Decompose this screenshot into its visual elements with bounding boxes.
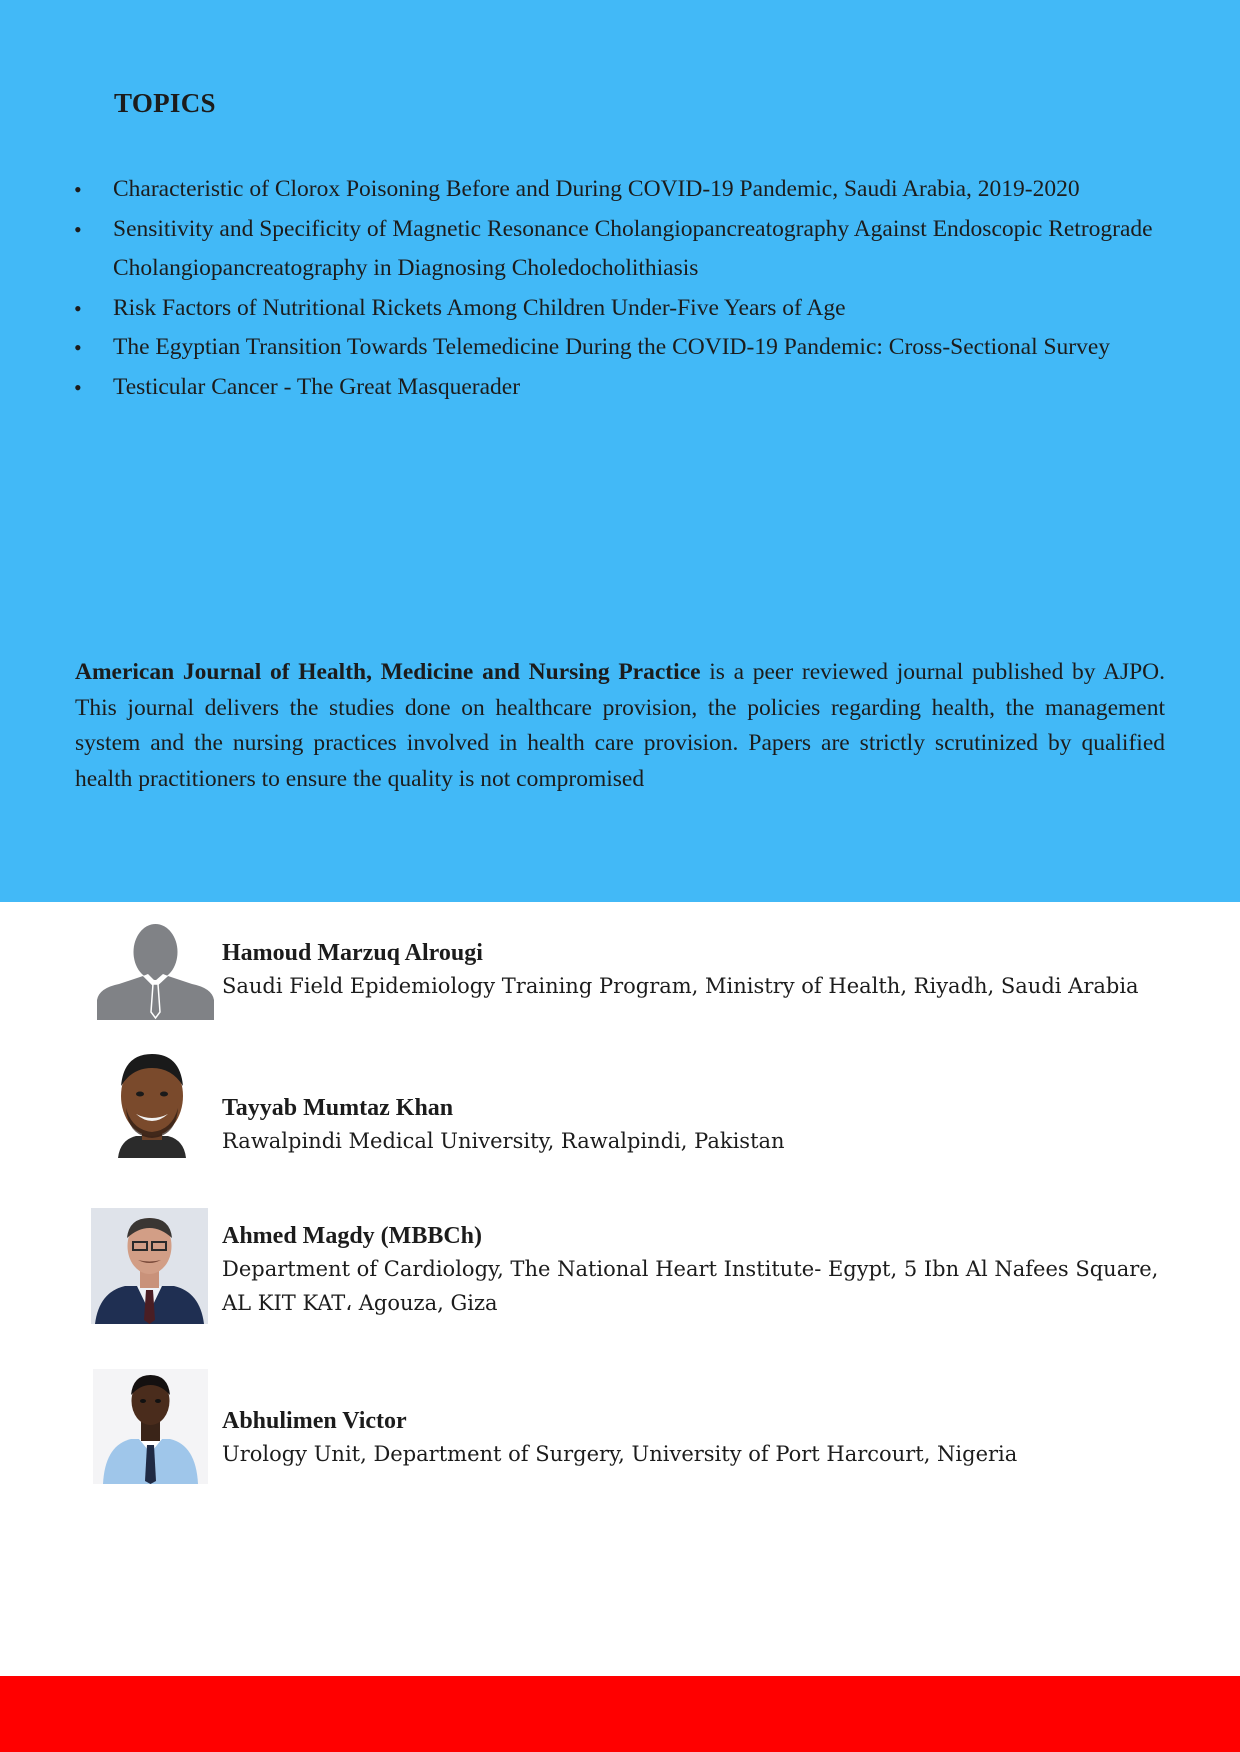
author-name: Abhulimen Victor: [222, 1408, 407, 1434]
topic-text: The Egyptian Transition Towards Telemedicine During the COVID-19 Pandemic: Cross-Sectional Survey: [113, 334, 1111, 360]
author-info: [222, 1220, 1182, 1320]
author-affiliation: Department of Cardiology, The National Heart Institute- Egypt, 5 Ibn Al Nafees Square, AL KIT KAT، Agouza, Giza: [222, 1257, 1159, 1315]
topics-list: [74, 170, 1184, 407]
author-name: Ahmed Magdy (MBBCh): [222, 1223, 483, 1249]
author-affiliation: Rawalpindi Medical University, Rawalpindi, Pakistan: [222, 1129, 785, 1153]
author-info: [222, 1405, 1182, 1472]
topic-text: Characteristic of Clorox Poisoning Before and During COVID-19 Pandemic, Saudi Arabia, 2019-2020: [113, 176, 1080, 202]
topic-text: Risk Factors of Nutritional Rickets Among Children Under-Five Years of Age: [113, 294, 846, 321]
author-photo: [112, 1052, 192, 1158]
topics-heading: TOPICS: [114, 88, 216, 118]
journal-description-text: is a peer reviewed journal published by AJPO. This journal delivers the studies done on healthcare provision, the policies regarding health, the management system and the nursing practices involved in health care provision. Papers are strictly scrutinized by qualified health practitioners to ensure the quality is not compromised: [75, 659, 1165, 792]
author-info: [222, 1092, 1182, 1159]
topic-item: [74, 210, 1184, 289]
author-photo: [91, 1208, 208, 1324]
journal-description: [75, 655, 1165, 797]
journal-name: American Journal of Health, Medicine and Nursing Practice: [75, 659, 701, 685]
bullet-icon: •: [74, 216, 82, 242]
topic-text: Sensitivity and Specificity of Magnetic Resonance Cholangiopancreatography Against Endoscopic Retrograde Cholangiopancreatography in Diagnosing Choledocholithiasis: [113, 215, 1153, 281]
bullet-icon: •: [74, 295, 82, 321]
topic-item: [74, 328, 1184, 368]
bullet-icon: •: [74, 374, 82, 400]
avatar-silhouette-icon: [97, 918, 214, 1020]
bullet-icon: •: [74, 335, 82, 360]
topic-item: [74, 289, 1184, 329]
bullet-icon: •: [74, 177, 82, 202]
topic-text: Testicular Cancer - The Great Masquerader: [113, 373, 521, 400]
author-info: [222, 937, 1182, 1004]
author-name: Hamoud Marzuq Alrougi: [222, 940, 483, 966]
author-affiliation: Urology Unit, Department of Surgery, University of Port Harcourt, Nigeria: [222, 1442, 1018, 1466]
topic-item: [74, 170, 1184, 210]
author-affiliation: Saudi Field Epidemiology Training Program, Ministry of Health, Riyadh, Saudi Arabia: [222, 974, 1139, 998]
author-name: Tayyab Mumtaz Khan: [222, 1095, 454, 1121]
author-photo: [93, 1369, 208, 1484]
footer-bar: [0, 1676, 1240, 1752]
topic-item: [74, 368, 1184, 408]
